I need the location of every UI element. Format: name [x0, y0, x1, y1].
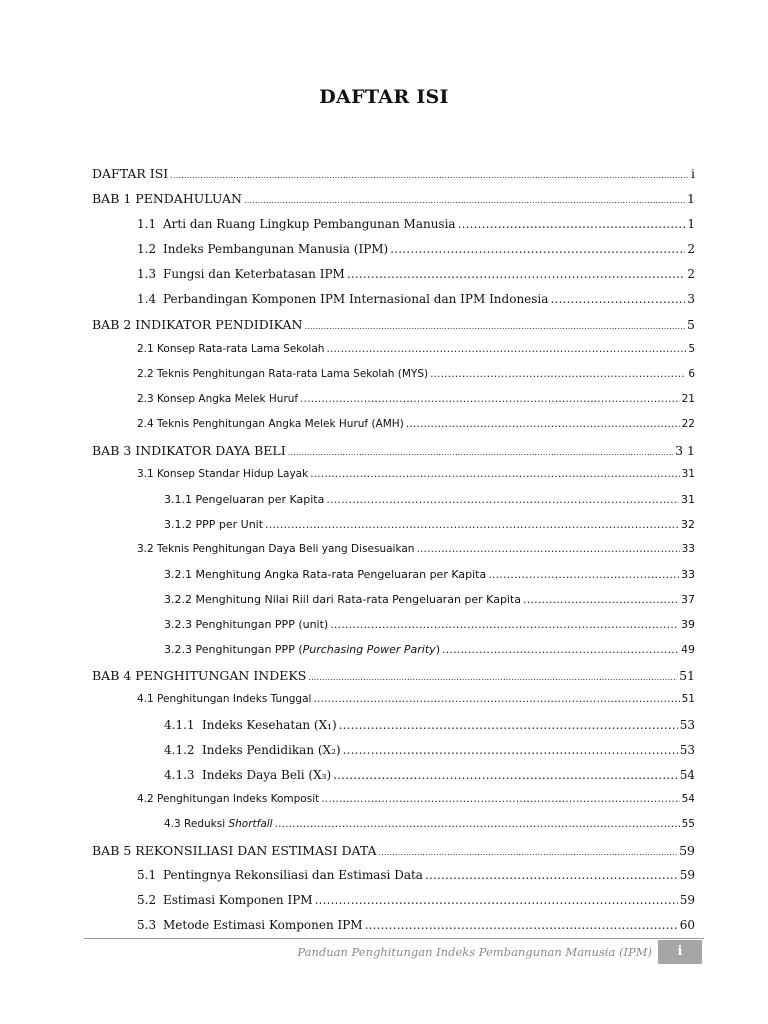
toc-entry-number: 1.4: [137, 292, 157, 306]
toc-entry-page: 59: [679, 868, 695, 882]
toc-entry-page: 32: [681, 518, 695, 531]
toc-entry-label: BAB 1 PENDAHULUAN: [92, 191, 242, 206]
toc-entry-label: Indeks Pendidikan (X₂): [202, 743, 341, 757]
toc-entry-label: BAB 2 INDIKATOR PENDIDIKAN: [92, 317, 303, 332]
toc-entry-page: 21: [681, 393, 695, 405]
toc-entry-label: 2.2 Teknis Penghitungan Rata-rata Lama Sekolah (MYS): [137, 368, 429, 380]
toc-entry-page: 5: [688, 343, 695, 355]
toc-leader: [315, 893, 678, 907]
toc-leader: [365, 918, 678, 932]
toc-entry[interactable]: [92, 668, 695, 683]
toc-entry-page: 3 1: [675, 443, 695, 458]
toc-entry-page: 54: [679, 768, 695, 782]
toc-entry-page: 33: [681, 568, 695, 581]
toc-leader: [458, 217, 686, 231]
toc-entry-page: 53: [679, 718, 695, 732]
toc-entry-page: 60: [679, 918, 695, 932]
toc-entry-label: 3.1.2 PPP per Unit: [164, 518, 264, 531]
toc-entry-label: BAB 3 INDIKATOR DAYA BELI: [92, 443, 286, 458]
toc-leader: [339, 718, 678, 732]
toc-entry[interactable]: [137, 292, 695, 306]
toc-entry[interactable]: [164, 593, 695, 606]
toc-entry[interactable]: [137, 543, 695, 555]
toc-entry[interactable]: [137, 893, 695, 907]
toc-entry-label: 3.2.3 Penghitungan PPP (unit): [164, 618, 329, 631]
toc-entry-page: i: [691, 166, 695, 181]
toc-entry[interactable]: [164, 768, 695, 782]
toc-entry-page: 51: [681, 693, 695, 705]
toc-leader: [313, 693, 679, 705]
toc-entry[interactable]: [92, 843, 695, 858]
toc-entry[interactable]: [92, 443, 695, 458]
toc-entry-label: Indeks Pembangunan Manusia (IPM): [163, 242, 389, 256]
footer-divider: [84, 938, 704, 939]
toc-entry-number: 5.3: [137, 918, 157, 932]
toc-entry[interactable]: [92, 191, 695, 206]
toc-leader: [406, 418, 680, 430]
toc-entry-label: 2.1 Konsep Rata-rata Lama Sekolah: [137, 343, 325, 355]
page-title: DAFTAR ISI: [319, 86, 449, 108]
toc-entry-number: 4.1.3: [164, 768, 195, 782]
toc-entry-page: 51: [679, 668, 695, 683]
toc-entry-label: Metode Estimasi Komponen IPM: [163, 918, 363, 932]
toc-entry-page: 1: [687, 217, 695, 231]
toc-entry-label: 4.2 Penghitungan Indeks Komposit: [137, 793, 320, 805]
toc-entry[interactable]: [137, 918, 695, 932]
toc-entry[interactable]: [164, 568, 695, 581]
toc-entry[interactable]: [137, 217, 695, 231]
toc-entry-number: 1.3: [137, 267, 157, 281]
footer-page-number: i: [658, 940, 702, 964]
toc-entry-number: 4.1.1: [164, 718, 195, 732]
toc-entry[interactable]: [137, 343, 695, 355]
toc-entry[interactable]: [164, 818, 695, 830]
toc-entry-label: DAFTAR ISI: [92, 166, 169, 181]
toc-entry-label: 2.4 Teknis Penghitungan Angka Melek Huruf (AMH): [137, 418, 404, 430]
toc-entry[interactable]: [137, 468, 695, 480]
toc-entry-page: 49: [681, 643, 695, 656]
toc-entry-page: 54: [681, 793, 695, 805]
toc-entry-label: 3.2.1 Menghitung Angka Rata-rata Pengeluaran per Kapita: [164, 568, 487, 581]
toc-entry-page: 53: [679, 743, 695, 757]
toc-entry-page: 31: [681, 493, 695, 506]
toc-leader: [416, 543, 679, 555]
toc-entry-page: 5: [687, 317, 695, 332]
toc-entry-label: 4.1 Penghitungan Indeks Tunggal: [137, 693, 312, 705]
toc-entry[interactable]: [137, 242, 695, 256]
toc-entry-page: 59: [679, 893, 695, 907]
toc-leader: [326, 343, 686, 355]
toc-entry-page: 2: [687, 242, 695, 256]
toc-entry[interactable]: [137, 393, 695, 405]
toc-leader: [330, 618, 679, 631]
toc-entry[interactable]: [164, 493, 695, 506]
toc-entry-page: 1: [687, 191, 695, 206]
toc-entry[interactable]: [164, 518, 695, 531]
footer-running-title: Panduan Penghitungan Indeks Pembangunan Manusia (IPM): [297, 945, 652, 959]
toc-leader: [265, 518, 679, 531]
toc-entry-page: 39: [681, 618, 695, 631]
toc-leader: [310, 468, 679, 480]
toc-entry-label: BAB 5 REKONSILIASI DAN ESTIMASI DATA: [92, 843, 377, 858]
toc-entry[interactable]: [92, 317, 695, 332]
toc-entry-number: 1.2: [137, 242, 157, 256]
toc-entry-label: Pentingnya Rekonsiliasi dan Estimasi Data: [163, 868, 423, 882]
toc-entry[interactable]: [137, 368, 695, 380]
toc-entry-label: 3.1.1 Pengeluaran per Kapita: [164, 493, 325, 506]
toc-entry-label: 4.3 Reduksi Shortfall: [164, 818, 273, 830]
toc-leader: [430, 368, 686, 380]
toc-entry[interactable]: [137, 267, 695, 281]
toc-entry[interactable]: [137, 793, 695, 805]
toc-entry-number: 1.1: [137, 217, 157, 231]
toc-leader: [321, 793, 679, 805]
toc-leader: [308, 673, 677, 682]
toc-entry-page: 2: [687, 267, 695, 281]
toc-leader: [170, 171, 689, 180]
toc-entry-label: 3.2.3 Penghitungan PPP (Purchasing Power Parity): [164, 643, 440, 656]
toc-entry-label: 3.2 Teknis Penghitungan Daya Beli yang Disesuaikan: [137, 543, 415, 555]
toc-leader: [442, 643, 679, 656]
toc-entry-number: 4.1.2: [164, 743, 195, 757]
toc-entry-label: BAB 4 PENGHITUNGAN INDEKS: [92, 668, 307, 683]
toc-entry-page: 31: [681, 468, 695, 480]
toc-entry-label: Perbandingan Komponen IPM Internasional dan IPM Indonesia: [163, 292, 549, 306]
toc-entry-page: 33: [681, 543, 695, 555]
toc-leader: [288, 448, 673, 457]
toc-entry-number: 5.1: [137, 868, 157, 882]
toc-leader: [347, 267, 686, 281]
toc-entry-page: 22: [681, 418, 695, 430]
toc-leader: [300, 393, 680, 405]
toc-entry[interactable]: [137, 693, 695, 705]
toc-leader: [488, 568, 679, 581]
toc-entry-page: 3: [687, 292, 695, 306]
toc-entry[interactable]: [164, 643, 695, 656]
toc-entry[interactable]: [92, 166, 695, 181]
toc-entry[interactable]: [164, 618, 695, 631]
toc-leader: [343, 743, 678, 757]
toc-entry-page: 6: [688, 368, 695, 380]
toc-leader: [390, 242, 685, 256]
toc-entry[interactable]: [137, 418, 695, 430]
toc-entry-label: Indeks Kesehatan (X₁): [202, 718, 337, 732]
toc-entry-label: Arti dan Ruang Lingkup Pembangunan Manusia: [163, 217, 456, 231]
toc-leader: [333, 768, 678, 782]
toc-entry-label: 3.2.2 Menghitung Nilai Riil dari Rata-rata Pengeluaran per Kapita: [164, 593, 522, 606]
toc-entry-number: 5.2: [137, 893, 157, 907]
toc-entry[interactable]: [164, 743, 695, 757]
toc-entry-page: 55: [681, 818, 695, 830]
toc-entry-label: Fungsi dan Keterbatasan IPM: [163, 267, 345, 281]
toc-leader: [244, 196, 685, 205]
toc-leader: [326, 493, 679, 506]
toc-entry-page: 37: [681, 593, 695, 606]
toc-entry-label: 2.3 Konsep Angka Melek Huruf: [137, 393, 299, 405]
toc-leader: [275, 818, 680, 830]
toc-entry[interactable]: [164, 718, 695, 732]
toc-leader: [304, 322, 685, 331]
toc-entry-page: 59: [679, 843, 695, 858]
toc-entry[interactable]: [137, 868, 695, 882]
toc-leader: [550, 292, 685, 306]
toc-entry-label: Indeks Daya Beli (X₃): [202, 768, 332, 782]
toc-leader: [523, 593, 679, 606]
toc-entry-label: 3.1 Konsep Standar Hidup Layak: [137, 468, 309, 480]
toc-leader: [425, 868, 678, 882]
toc-entry-label: Estimasi Komponen IPM: [163, 893, 313, 907]
toc-leader: [379, 848, 678, 857]
